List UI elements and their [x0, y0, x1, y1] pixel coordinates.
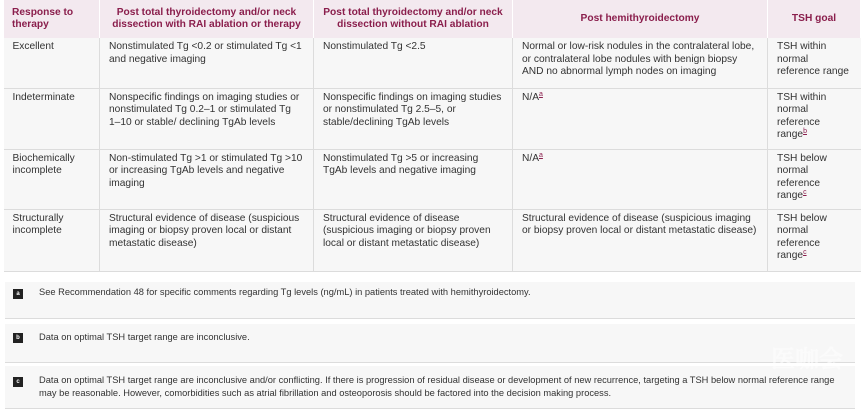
cell-response: Indeterminate — [4, 88, 100, 149]
header-response: Response to therapy — [4, 0, 100, 38]
footnote-c-text: Data on optimal TSH target range are inconclusive and/or conflicting. If there is progression of residual disease or development of new recurrence, targeting a TSH below normal reference range may be reasonable. However, comorbidities such as atrial fibrillation and osteoporosis should be factored into the decision making process. — [39, 375, 835, 398]
footnote-a — [5, 282, 855, 319]
cell-without-rai: Nonspecific findings on imaging studies or nonstimulated Tg 2.5–5, or stable/declining TgAb levels — [314, 88, 513, 149]
footnote-b — [5, 324, 855, 363]
footnote-c-badge: c — [13, 377, 23, 387]
footnote-c — [5, 366, 855, 409]
cell-tsh: TSH within normal reference range$^b$ — [768, 88, 861, 149]
cell-hemi: Structural evidence of disease (suspicious imaging or biopsy proven local or distant metastatic disease) — [513, 209, 768, 271]
table-row — [4, 38, 861, 88]
cell-hemi: N/A$^a$ — [513, 88, 768, 149]
footnote-ref[interactable]: a — [538, 151, 543, 159]
header-tsh-goal: TSH goal — [768, 0, 861, 38]
table-row — [4, 88, 861, 149]
cell-with-rai: Structural evidence of disease (suspicious imaging or biopsy proven local or distant metastatic disease) — [100, 209, 314, 271]
header-without-rai: Post total thyroidectomy and/or neck dissection without RAI ablation — [314, 0, 513, 38]
footnote-ref[interactable]: c — [803, 189, 807, 196]
cell-tsh: TSH below normal reference range$^c$ — [768, 149, 861, 209]
cell-with-rai: Non-stimulated Tg >1 or stimulated Tg >10 or increasing TgAb levels and negative imaging — [100, 149, 314, 209]
footnote-b-badge: b — [13, 333, 23, 343]
cell-response: Excellent — [4, 38, 100, 88]
cell-with-rai: Nonspecific findings on imaging studies or nonstimulated Tg 0.2–1 or stimulated Tg 1–10 or stable/ declining TgAb levels — [100, 88, 314, 149]
table-row — [4, 209, 861, 271]
cell-hemi: N/A$^a$ — [513, 149, 768, 209]
footnote-ref[interactable]: b — [803, 128, 807, 135]
cell-without-rai: Structural evidence of disease (suspicious imaging or biopsy proven local or distant metastatic disease) — [314, 209, 513, 271]
footnote-ref[interactable]: c — [803, 249, 807, 256]
cell-without-rai: Nonstimulated Tg >5 or increasing TgAb levels and negative imaging — [314, 149, 513, 209]
cell-response: Structurally incomplete — [4, 209, 100, 271]
cell-tsh: TSH below normal reference range$^c$ — [768, 209, 861, 271]
header-hemithyroidectomy: Post hemithyroidectomy — [513, 0, 768, 38]
footnote-ref[interactable]: a — [538, 90, 543, 98]
footnote-b-text: Data on optimal TSH target range are inconclusive. — [39, 332, 250, 342]
cell-hemi: Normal or low-risk nodules in the contralateral lobe, or contralateral lobe nodules with benign biopsy AND no abnormal lymph nodes on imaging — [513, 38, 768, 88]
watermark: 医咖会 — [771, 346, 843, 373]
cell-response: Biochemically incomplete — [4, 149, 100, 209]
table-header-row — [4, 0, 861, 38]
response-to-therapy-table — [3, 0, 861, 272]
cell-with-rai: Nonstimulated Tg <0.2 or stimulated Tg <1 and negative imaging — [100, 38, 314, 88]
footnote-a-text: See Recommendation 48 for specific comments regarding Tg levels (ng/mL) in patients treated with hemithyroidectomy. — [39, 287, 531, 297]
cell-without-rai: Nonstimulated Tg <2.5 — [314, 38, 513, 88]
table-row — [4, 149, 861, 209]
header-with-rai: Post total thyroidectomy and/or neck dissection with RAI ablation or therapy — [100, 0, 314, 38]
footnote-a-badge: a — [13, 289, 23, 299]
cell-tsh: TSH within normal reference range — [768, 38, 861, 88]
